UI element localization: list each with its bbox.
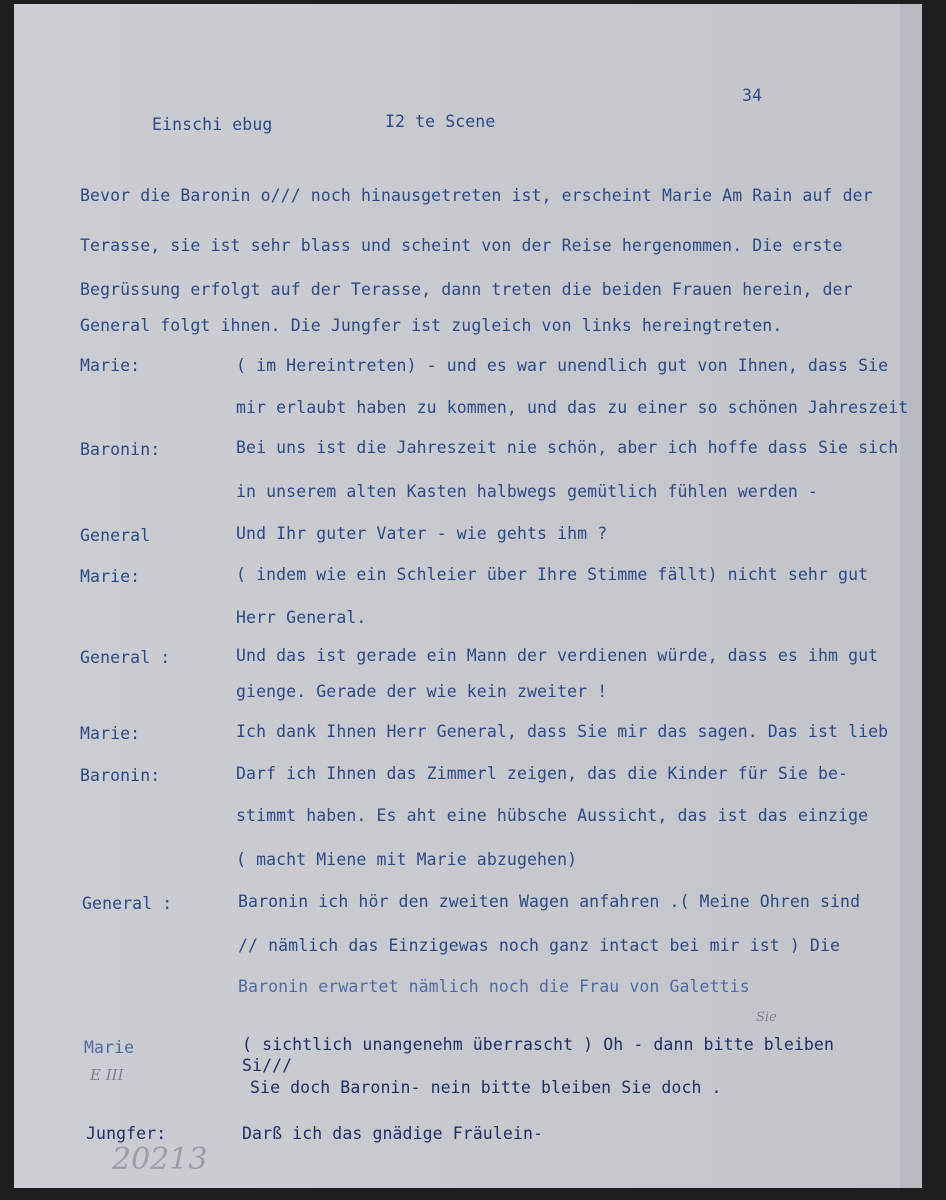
speaker-label: Marie: (80, 356, 141, 375)
typescript-page (14, 4, 920, 1188)
dialogue-line: Baronin erwartet nämlich noch die Frau von Galettis (238, 977, 750, 996)
dialogue-line: Und Ihr guter Vater - wie gehts ihm ? (236, 524, 608, 543)
dialogue-line: mir erlaubt haben zu kommen, und das zu einer so schönen Jahreszeit (236, 398, 909, 417)
page-number: 34 (742, 86, 763, 105)
speaker-label: Marie: (80, 724, 141, 743)
dialogue-line: Herr General. (236, 608, 367, 627)
header-scene: I2 te Scene (385, 112, 496, 131)
stage-direction-line: Begrüssung erfolgt auf der Terasse, dann treten die beiden Frauen herein, der (80, 280, 853, 299)
speaker-label: Marie (84, 1038, 135, 1057)
header-left: Einschi ebug (152, 115, 273, 134)
stage-direction-line: Terasse, sie ist sehr blass und scheint von der Reise hergenommen. Die erste (80, 236, 843, 255)
speaker-label: Baronin: (80, 440, 161, 459)
archive-stamp: E III (90, 1066, 124, 1084)
speaker-label: General : (82, 894, 173, 913)
dialogue-line: Und das ist gerade ein Mann der verdienen würde, dass es ihm gut (236, 646, 879, 665)
pencil-inventory-number: 20213 (112, 1142, 208, 1177)
dialogue-line: ( im Hereintreten) - und es war unendlich gut von Ihnen, dass Sie (236, 356, 889, 375)
dialogue-line: gienge. Gerade der wie kein zweiter ! (236, 682, 608, 701)
paper-edge-right (900, 4, 922, 1188)
dialogue-line: Si/// (242, 1056, 293, 1075)
stage-direction-line: General folgt ihnen. Die Jungfer ist zugleich von links hereingtreten. (80, 316, 783, 335)
dialogue-line: Ich dank Ihnen Herr General, dass Sie mir das sagen. Das ist lieb (236, 722, 889, 741)
dialogue-line: Baronin ich hör den zweiten Wagen anfahren .( Meine Ohren sind (238, 892, 861, 911)
speaker-label: General : (80, 648, 171, 667)
speaker-label: Baronin: (80, 766, 161, 785)
speaker-label: Marie: (80, 567, 141, 586)
dialogue-line: stimmt haben. Es aht eine hübsche Aussicht, das ist das einzige (236, 806, 869, 825)
dialogue-line: // nämlich das Einzigewas noch ganz intact bei mir ist ) Die (238, 936, 841, 955)
dialogue-line: in unserem alten Kasten halbwegs gemütlich fühlen werden - (236, 482, 818, 501)
dialogue-line: ( indem wie ein Schleier über Ihre Stimme fällt) nicht sehr gut (236, 565, 869, 584)
speaker-label: General (80, 526, 151, 545)
dialogue-line: ( macht Miene mit Marie abzugehen) (236, 850, 578, 869)
dialogue-line: ( sichtlich unangenehm überrascht ) Oh - dann bitte bleiben (242, 1035, 834, 1054)
dialogue-line: Darf ich Ihnen das Zimmerl zeigen, das die Kinder für Sie be- (236, 764, 849, 783)
dialogue-line: Bei uns ist die Jahreszeit nie schön, aber ich hoffe dass Sie sich (236, 438, 899, 457)
speaker-label: Jungfer: (86, 1124, 167, 1143)
handwritten-annotation: Sie (756, 1010, 777, 1025)
dialogue-line: Sie doch Baronin- nein bitte bleiben Sie doch . (250, 1078, 722, 1097)
dialogue-line: Darß ich das gnädige Fräulein- (242, 1124, 544, 1143)
stage-direction-line: Bevor die Baronin o/// noch hinausgetreten ist, erscheint Marie Am Rain auf der (80, 186, 873, 205)
